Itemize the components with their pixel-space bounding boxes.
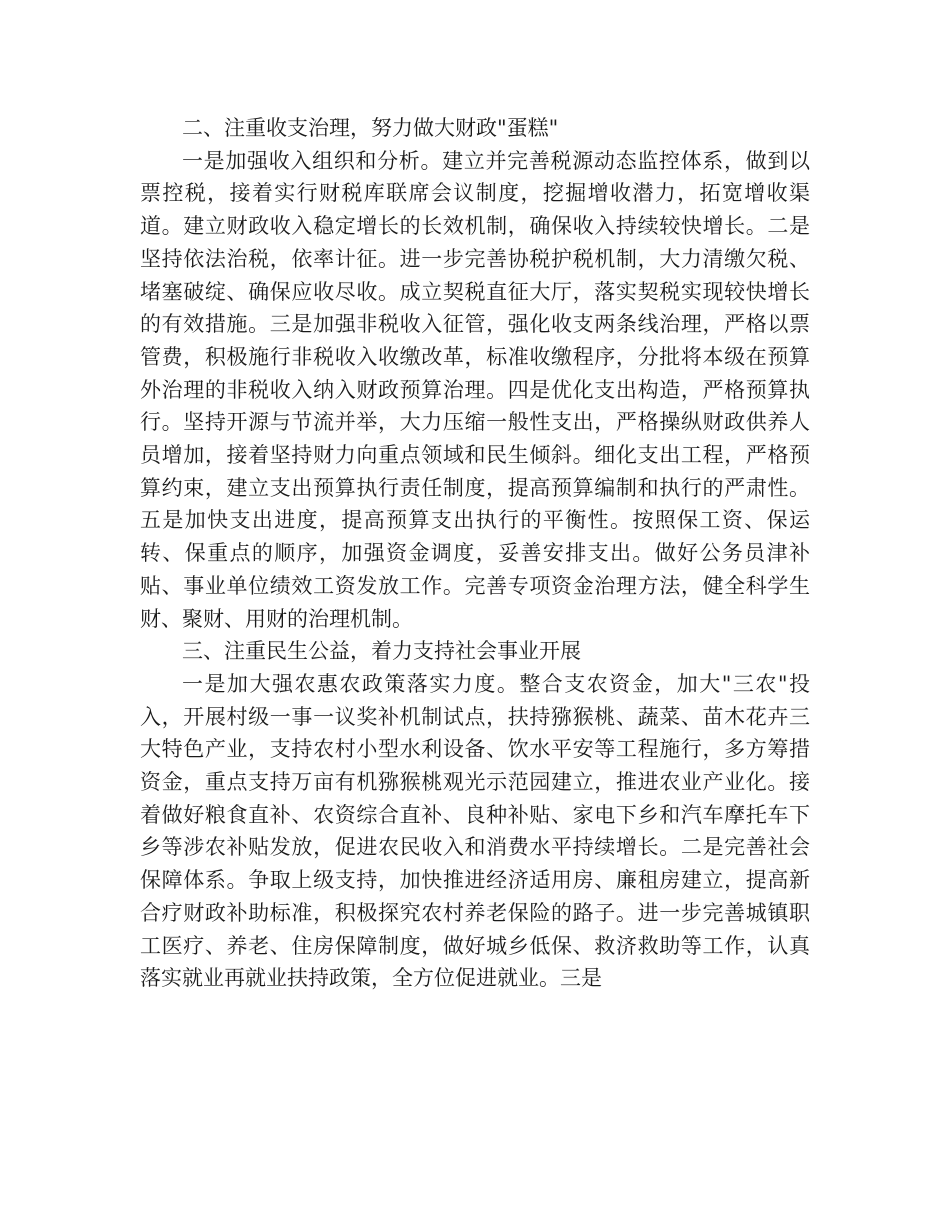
paragraph-livelihood: 一是加大强农惠农政策落实力度。整合支农资金，加大"三农"投入，开展村级一事一议奖补机制试点，扶持猕猴桃、蔬菜、苗木花卉三大特色产业，支持农村小型水利设备、饮水平安等工程施行，多方筹措资金，重点支持万亩有机猕猴桃观光示范园建立，推进农业产业化。接着做好粮食直补、农资综合直补、良种补贴、家电下乡和汽车摩托车下乡等涉农补贴发放，促进农民收入和消费水平持续增长。二是完善社会保障体系。争取上级支持，加快推进经济适用房、廉租房建立，提高新合疗财政补助标准，积极探究农村养老保险的路子。进一步完善城镇职工医疗、养老、住房保障制度，做好城乡低保、救济救助等工作，认真落实就业再就业扶持政策，全方位促进就业。三是	[140, 671, 810, 991]
document-body	[140, 112, 810, 995]
paragraph-revenue: 一是加强收入组织和分析。建立并完善税源动态监控体系，做到以票控税，接着实行财税库联席会议制度，挖掘增收潜力，拓宽增收渠道。建立财政收入稳定增长的长效机制，确保收入持续较快增长。二是坚持依法治税，依率计征。进一步完善协税护税机制，大力清缴欠税、堵塞破绽、确保应收尽收。成立契税直征大厅，落实契税实现较快增长的有效措施。三是加强非税收入征管，强化收支两条线治理，严格以票管费，积极施行非税收入收缴改革，标准收缴程序，分批将本级在预算外治理的非税收入纳入财政预算治理。四是优化支出构造，严格预算执行。坚持开源与节流并举，大力压缩一般性支出，严格操纵财政供养人员增加，接着坚持财力向重点领域和民生倾斜。细化支出工程，严格预算约束，建立支出预算执行责任制度，提高预算编制和执行的严肃性。五是加快支出进度，提高预算支出执行的平衡性。按照保工资、保运转、保重点的顺序，加强资金调度，妥善安排支出。做好公务员津补贴、事业单位绩效工资发放工作。完善专项资金治理方法，健全科学生财、聚财、用财的治理机制。	[140, 148, 810, 631]
section-heading-3: 三、注重民生公益，着力支持社会事业开展	[182, 639, 581, 664]
section-heading-2: 二、注重收支治理，努力做大财政"蛋糕"	[182, 116, 559, 140]
